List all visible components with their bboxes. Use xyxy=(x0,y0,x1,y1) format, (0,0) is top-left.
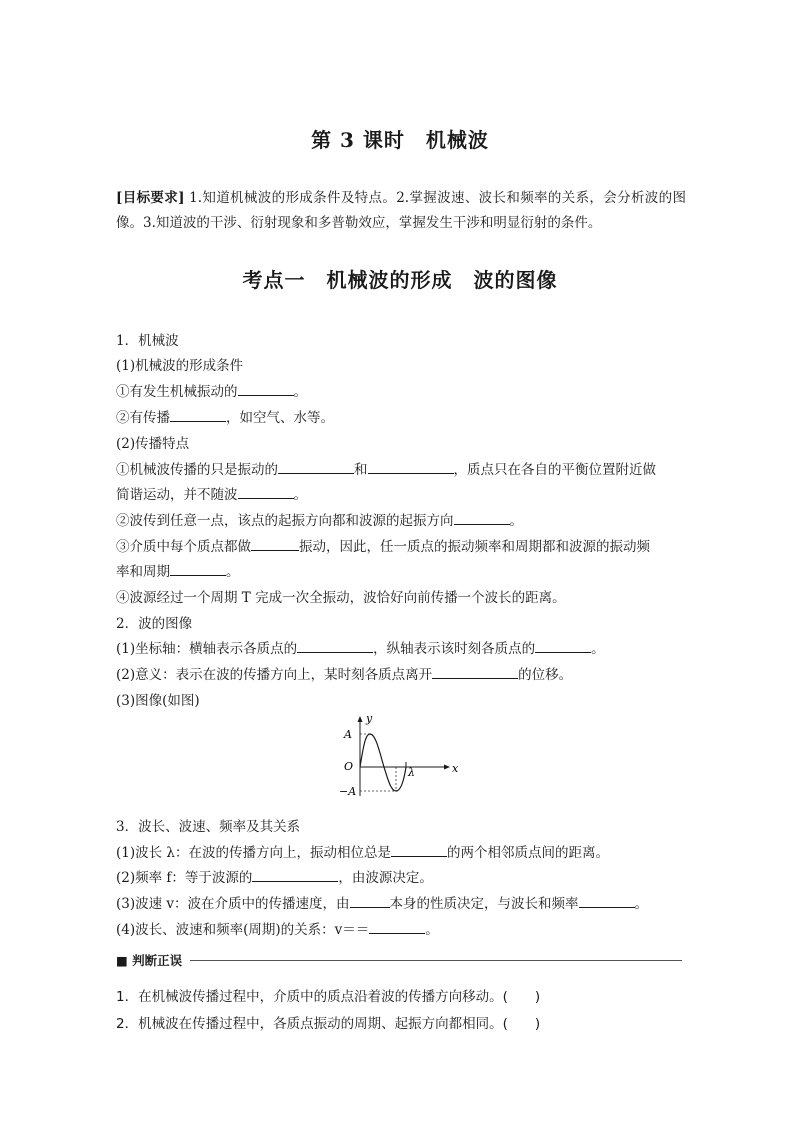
fill-blank[interactable] xyxy=(454,512,510,525)
text-line: (1)波长 λ：在波的传播方向上，振动相位总是 的两个相邻质点间的距离。 xyxy=(116,845,609,861)
x-axis-arrow xyxy=(444,765,450,770)
fill-blank[interactable] xyxy=(170,409,226,422)
learning-goals xyxy=(116,186,686,236)
fill-blank[interactable] xyxy=(170,563,226,576)
fill-blank[interactable] xyxy=(369,921,425,934)
text-line: 率和周期 。 xyxy=(116,564,240,580)
text-line: (2)频率 f：等于波源的 ，由波源决定。 xyxy=(116,870,433,886)
subheading-propagation: (2)传播特点 xyxy=(116,436,190,452)
fill-blank[interactable] xyxy=(297,640,373,653)
text-line: ③介质中每个质点都做 振动，因此，任一质点的振动频率和周期都和波源的振动频 xyxy=(116,539,650,555)
wave-graph-figure xyxy=(336,712,460,800)
page-title: 第 3 课时 机械波 xyxy=(311,128,489,152)
fill-blank[interactable] xyxy=(432,666,518,679)
fill-blank[interactable] xyxy=(238,383,294,396)
section-title: 考点一 机械波的形成 波的图像 xyxy=(242,268,558,292)
text-line: ①有发生机械振动的 。 xyxy=(116,384,307,400)
fill-blank[interactable] xyxy=(252,869,338,882)
text-line: ④波源经过一个周期 T 完成一次全振动，波恰好向前传播一个波长的距离。 xyxy=(116,590,566,606)
text-line: (2)意义：表示在波的传播方向上，某时刻各质点离开 的位移。 xyxy=(116,667,573,683)
text-line: 简谐运动，并不随波 。 xyxy=(116,487,307,503)
wavelength-label: λ xyxy=(408,766,415,779)
text-line: (1)坐标轴：横轴表示各质点的 ，纵轴表示该时刻各质点的 。 xyxy=(116,641,605,657)
y-axis-arrow xyxy=(358,716,363,722)
fill-blank[interactable] xyxy=(368,461,454,474)
wave-curve xyxy=(360,734,406,791)
fill-blank[interactable] xyxy=(535,640,591,653)
judge-question-1: 1．在机械波传播过程中，介质中的质点沿着波的传播方向移动。( ) xyxy=(116,989,541,1005)
text-line: ①机械波传播的只是振动的 和 ，质点只在各自的平衡位置附近做 xyxy=(116,462,656,478)
text-line: (4)波长、波速和频率(周期)的关系：v＝＝ 。 xyxy=(116,922,439,938)
text-line: ②有传播 ，如空气、水等。 xyxy=(116,410,334,426)
fill-blank[interactable] xyxy=(391,844,447,857)
subheading-formation-conditions: (1)机械波的形成条件 xyxy=(116,358,244,374)
fill-blank[interactable] xyxy=(278,461,354,474)
heading-mechanical-wave: 1．机械波 xyxy=(116,333,179,349)
fill-blank[interactable] xyxy=(238,486,294,499)
judge-question-2: 2．机械波在传播过程中，各质点振动的周期、起振方向都相同。( ) xyxy=(116,1016,541,1032)
x-axis-label: x xyxy=(452,762,459,775)
text-line: ②波传到任意一点，该点的起振方向都和波源的起振方向 。 xyxy=(116,513,523,529)
origin-label: O xyxy=(344,760,354,773)
heading-wave-graph: 2．波的图像 xyxy=(116,616,193,632)
y-axis-label: y xyxy=(366,712,373,725)
judge-heading: ■ 判断正误 xyxy=(116,953,183,968)
text-line: (3)波速 v：波在介质中的传播速度，由 本身的性质决定，与波长和频率 。 xyxy=(116,896,649,912)
fill-blank[interactable] xyxy=(350,895,390,908)
judge-divider xyxy=(190,960,682,961)
goals-label: [目标要求] xyxy=(116,190,185,206)
goals-text: 1.知道机械波的形成条件及特点。2.掌握波速、波长和频率的关系，会分析波的图像。3.知道波的干涉、衍射现象和多普勒效应，掌握发生干涉和明显衍射的条件。 xyxy=(116,190,687,231)
amplitude-label: A xyxy=(344,728,352,741)
heading-wavelength-relations: 3．波长、波速、频率及其关系 xyxy=(116,819,301,835)
fill-blank[interactable] xyxy=(251,538,299,551)
text-line: (3)图像(如图) xyxy=(116,693,200,709)
fill-blank[interactable] xyxy=(579,895,635,908)
neg-amplitude-label: −A xyxy=(339,785,357,798)
